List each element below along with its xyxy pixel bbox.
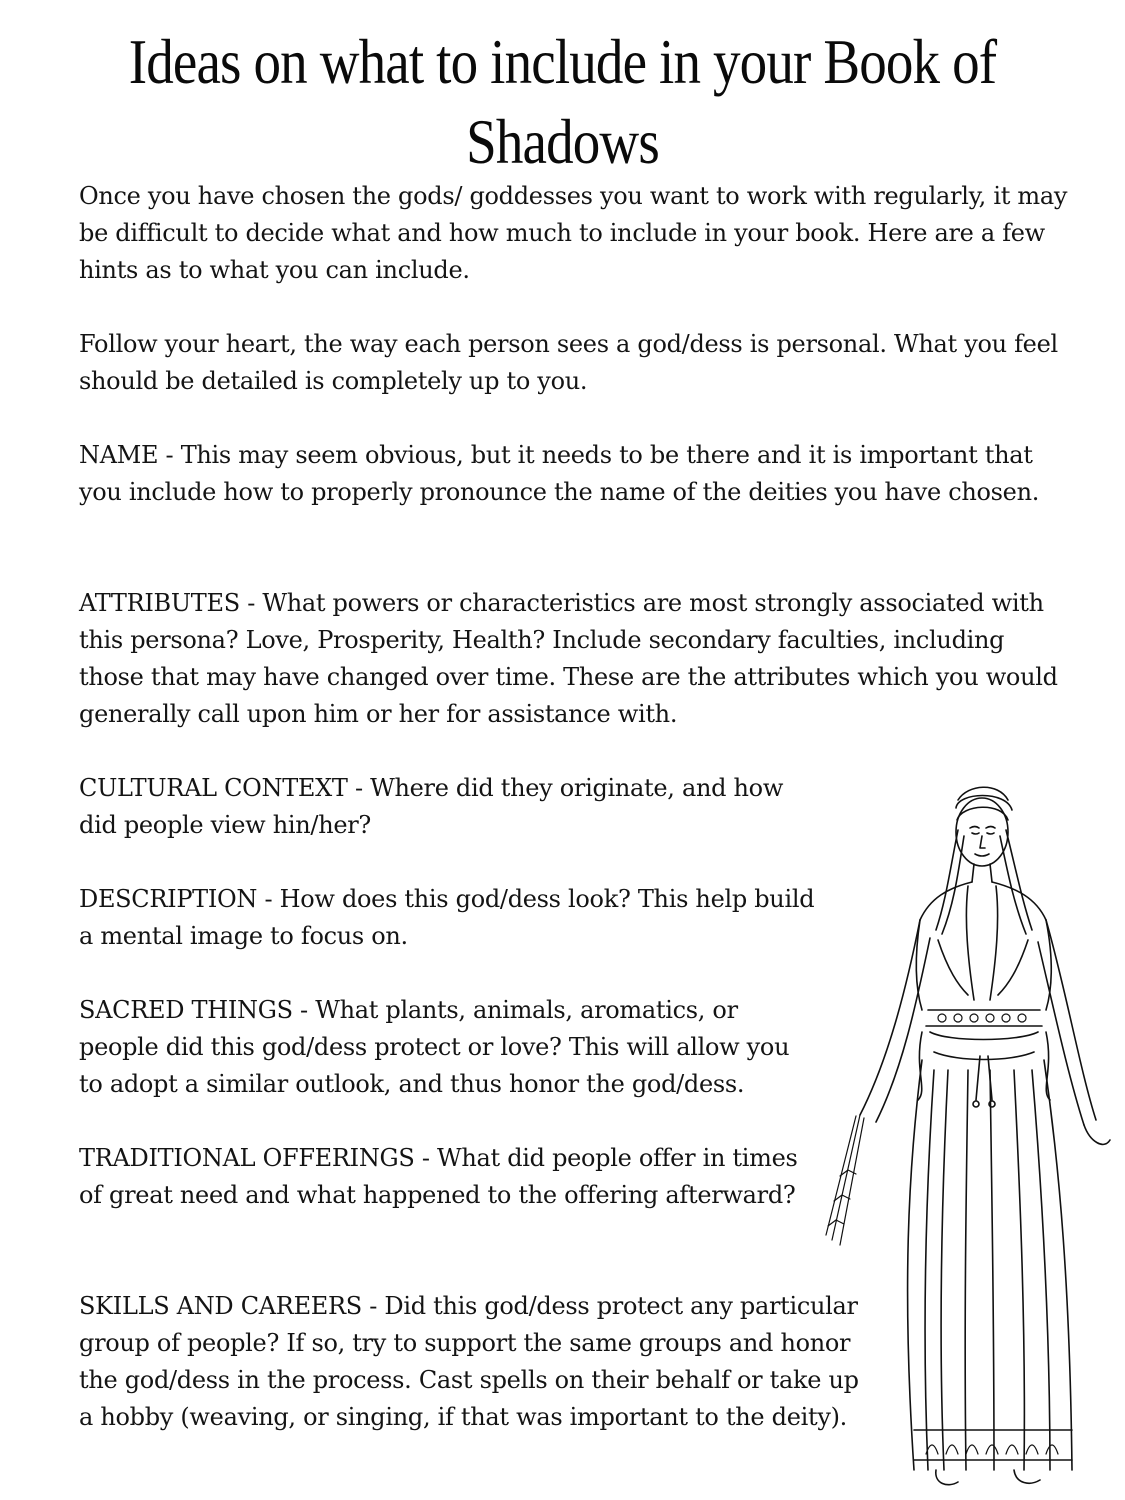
page-title: Ideas on what to include in your Book of Shadows xyxy=(128,26,997,177)
sacred-things-paragraph: SACRED THINGS - What plants, animals, aromatics, or people did this god/dess protect or love? This will allow you to adopt a similar outlook, and thus honor the god/dess. xyxy=(79,996,790,1098)
attributes-paragraph: ATTRIBUTES - What powers or characteristics are most strongly associated with this persona? Love, Prosperity, Health? Include secondary faculties, including those that may have changed over time. These are the attributes which you would generally call upon him or her for assistance with. xyxy=(79,589,1058,728)
hem-ornament-icon xyxy=(926,1445,1058,1454)
head-icon xyxy=(936,787,1032,934)
follow-heart-paragraph: Follow your heart, the way each person sees a god/dess is personal. What you feel should be detailed is completely up to you. xyxy=(79,330,1058,395)
name-paragraph: NAME - This may seem obvious, but it needs to be there and it is important that you include how to properly pronounce the name of the deities you have chosen. xyxy=(79,441,1040,506)
goddess-illustration xyxy=(818,770,1118,1495)
skills-careers-paragraph: SKILLS AND CAREERS - Did this god/dess protect any particular group of people? If so, try to support the same groups and honor the god/dess in the process. Cast spells on their behalf or take up a hobby (weaving, or singing, if that was important to the deity). xyxy=(79,1292,859,1431)
belt-ornament-icon xyxy=(938,1014,1026,1022)
description-paragraph: DESCRIPTION - How does this god/dess look? This help build a mental image to focus on. xyxy=(79,885,815,950)
cultural-context-paragraph: CULTURAL CONTEXT - Where did they originate, and how did people view hin/her? xyxy=(79,774,784,839)
intro-paragraph: Once you have chosen the gods/ goddesses you want to work with regularly, it may be difficult to decide what and how much to include in your book. Here are a few hints as to what you can include. xyxy=(79,182,1068,284)
traditional-offerings-paragraph: TRADITIONAL OFFERINGS - What did people offer in times of great need and what happened to the offering afterward? xyxy=(79,1144,798,1209)
wheat-sheaf-icon xyxy=(826,1115,864,1245)
